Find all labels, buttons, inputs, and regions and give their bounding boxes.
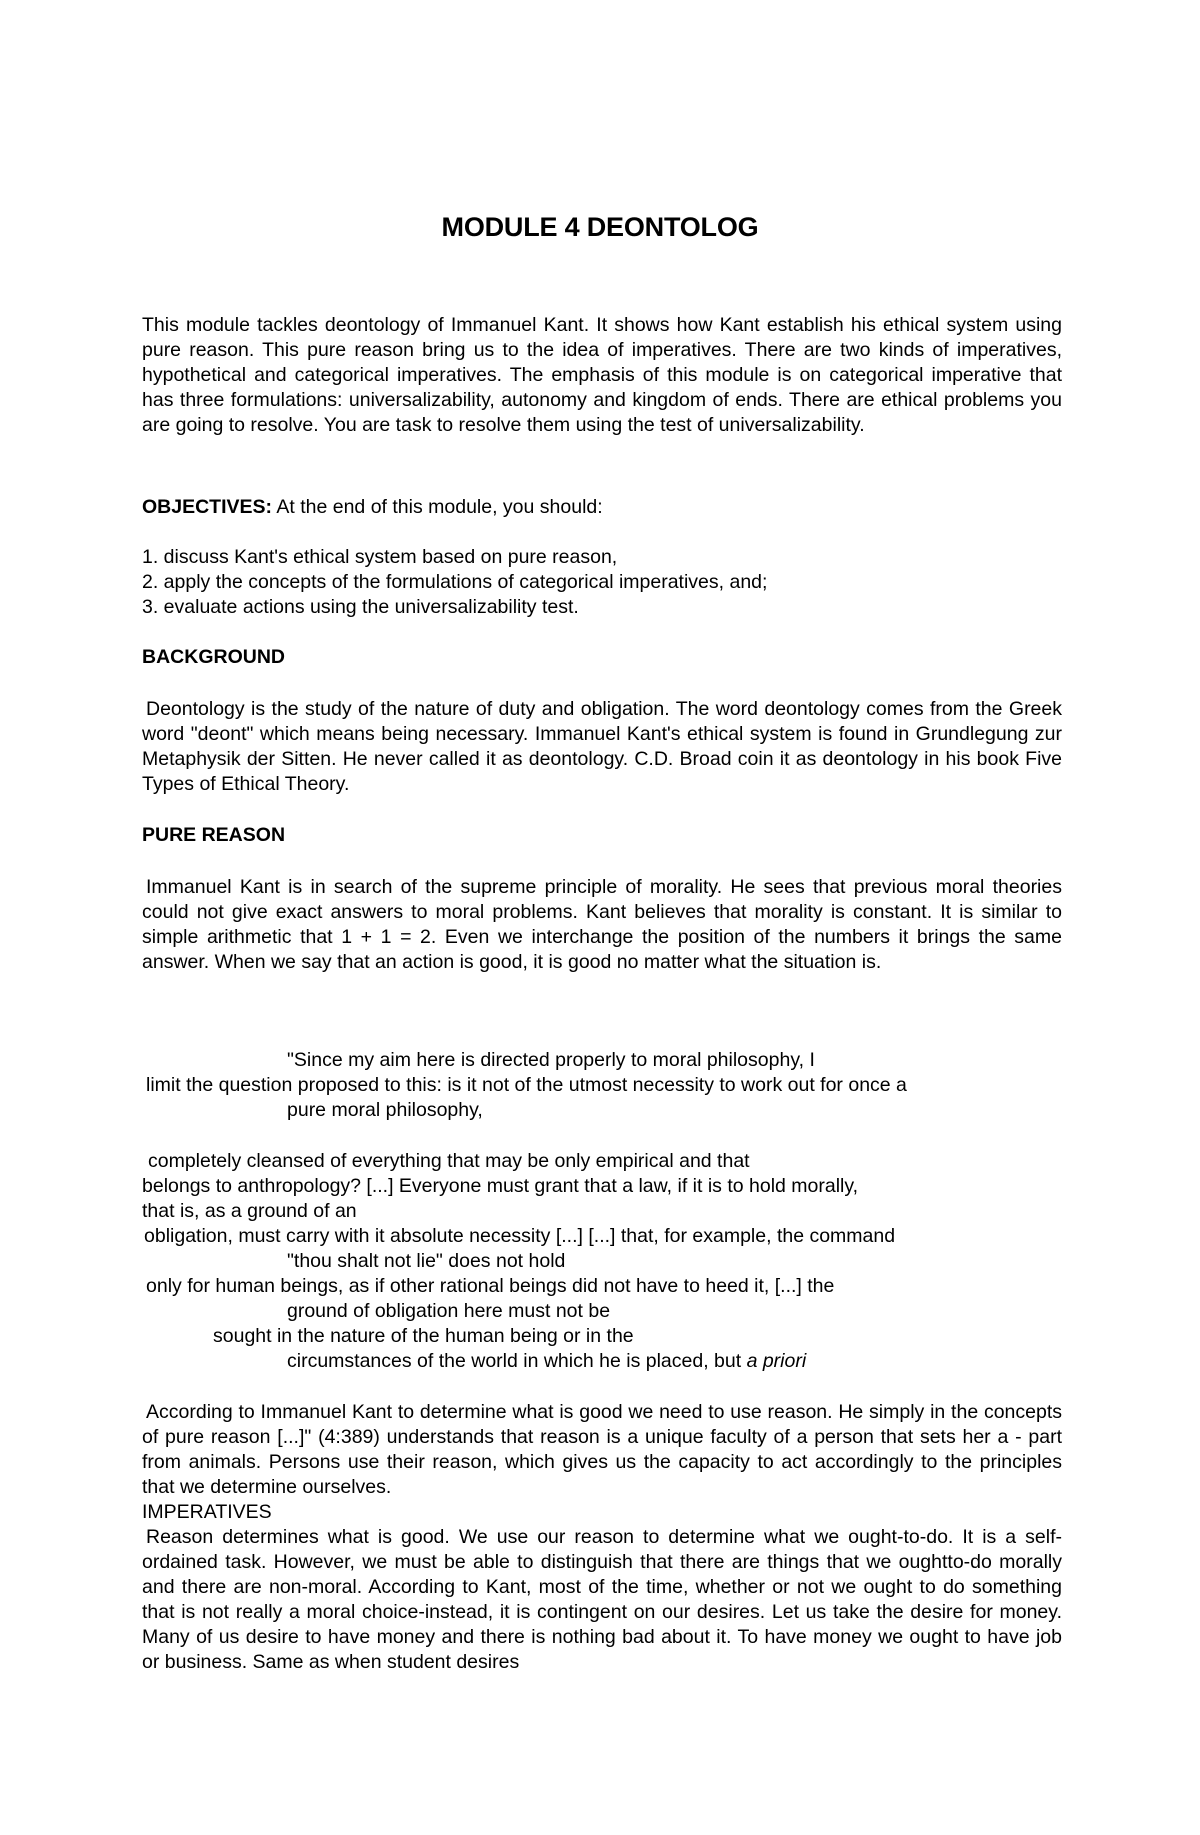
quote-line: only for human beings, as if other rational beings did not have to heed it, [...] the — [146, 1275, 835, 1297]
pure-reason-heading: PURE REASON — [142, 824, 286, 846]
pure-reason-paragraph: Immanuel Kant is in search of the supreme principle of morality. He sees that previous moral theories could not give exact answers to moral problems. Kant believes that morality is constant. It is similar to simple arithmetic that 1 + 1 = 2. Even we interchange the position of the numbers it brings the same answer. When we say that an action is good, it is good no matter what the situation is. — [142, 876, 1062, 973]
objectives-label: OBJECTIVES: — [142, 496, 273, 518]
quote-line-text: circumstances of the world in which he is placed, but — [287, 1350, 747, 1372]
quote-line: ground of obligation here must not be — [287, 1300, 611, 1322]
quote-line: "Since my aim here is directed properly to moral philosophy, I — [287, 1049, 815, 1071]
quote-line: "thou shalt not lie" does not hold — [287, 1250, 566, 1272]
imperatives-heading: IMPERATIVES — [142, 1501, 272, 1523]
objectives-line — [142, 495, 1062, 520]
quote-line: belongs to anthropology? [...] Everyone must grant that a law, if it is to hold morally, — [142, 1175, 859, 1197]
reason-paragraph: According to Immanuel Kant to determine what is good we need to use reason. He simply in the concepts of pure reason [...]" (4:389) understands that reason is a unique faculty of a person that sets her a - part from animals. Persons use their reason, which gives us the capacity to act accordingly to the principles that we determine ourselves. — [142, 1401, 1062, 1498]
quote-line-last — [287, 1350, 806, 1373]
quote-line: obligation, must carry with it absolute necessity [...] [...] that, for example, the command — [144, 1225, 896, 1247]
objectives-lead: At the end of this module, you should: — [272, 496, 603, 518]
objective-item: 3. evaluate actions using the universalizability test. — [142, 596, 579, 618]
imperatives-paragraph: Reason determines what is good. We use our reason to determine what we ought-to-do. It is a self-ordained task. However, we must be able to distinguish that there are things that we oughtto-do morally and there are non-moral. According to Kant, most of the time, whether or not we ought to do something that is not really a moral choice-instead, it is contingent on our desires. Let us take the desire for money. Many of us desire to have money and there is nothing bad about it. To have money we ought to have job or business. Same as when student desires — [142, 1526, 1062, 1673]
quote-line: pure moral philosophy, — [287, 1099, 483, 1121]
objective-item: 2. apply the concepts of the formulations of categorical imperatives, and; — [142, 571, 768, 593]
quote-line: that is, as a ground of an — [142, 1200, 357, 1222]
objectives-list — [142, 545, 1062, 620]
module-title: MODULE 4 DEONTOLOG — [441, 212, 759, 242]
quote-line: sought in the nature of the human being or in the — [213, 1325, 634, 1347]
objective-item: 1. discuss Kant's ethical system based on pure reason, — [142, 546, 618, 568]
quote-line: completely cleansed of everything that may be only empirical and that — [148, 1150, 750, 1172]
quote-a-priori: a priori — [746, 1350, 807, 1372]
intro-paragraph: This module tackles deontology of Immanuel Kant. It shows how Kant establish his ethical system using pure reason. This pure reason bring us to the idea of imperatives. There are two kinds of imperatives, hypothetical and categorical imperatives. The emphasis of this module is on categorical imperative that has three formulations: universalizability, autonomy and kingdom of ends. There are ethical problems you are going to resolve. You are task to resolve them using the test of universalizability. — [142, 314, 1062, 436]
quote-line: limit the question proposed to this: is it not of the utmost necessity to work out for once a — [146, 1074, 907, 1096]
background-paragraph: Deontology is the study of the nature of duty and obligation. The word deontology comes from the Greek word "deont" which means being necessary. Immanuel Kant's ethical system is found in Grundlegung zur Metaphysik der Sitten. He never called it as deontology. C.D. Broad coin it as deontology in his book Five Types of Ethical Theory. — [142, 698, 1062, 795]
background-heading: BACKGROUND — [142, 646, 285, 668]
